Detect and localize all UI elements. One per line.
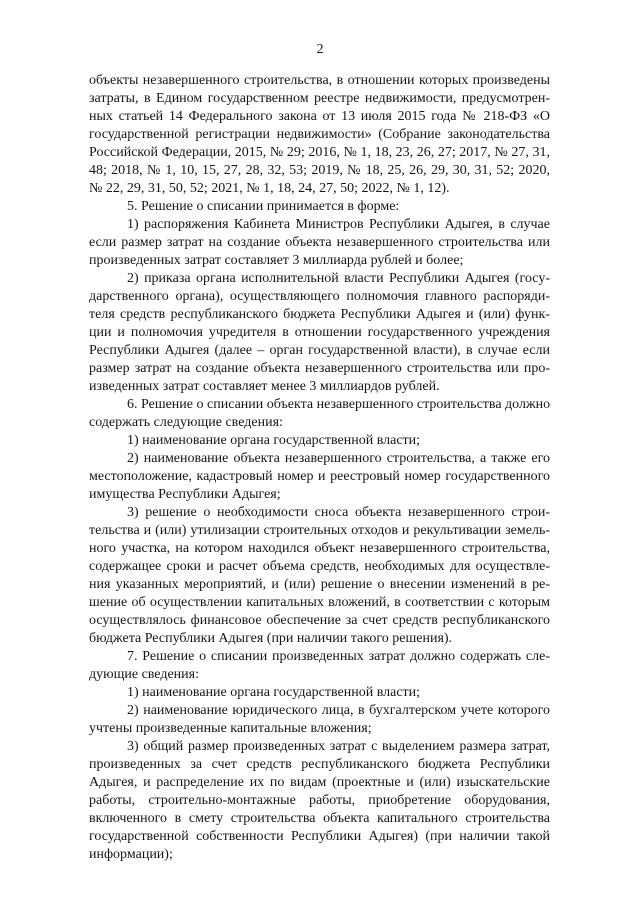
text-line: 7. Решение о списании произведенных затрат должно содержать сле- [127,649,550,664]
paragraph-continued [89,72,550,198]
text-line: имущества Республики Адыгея; [89,487,281,502]
paragraph [89,702,550,738]
text-line: 3) решение о необходимости сноса объекта незавершенного строи- [127,505,550,520]
text-line: дующие сведения: [89,667,199,682]
text-line: местоположение, кадастровый номер и реестровый номер государственного [89,469,550,484]
text-line: размер затрат на создание объекта незавершенного строительства или про- [89,361,550,376]
text-line: Российской Федерации, 2015, № 29; 2016, № 1, 18, 23, 26, 27; 2017, № 27, 31, [89,145,550,160]
document-body [89,72,550,864]
text-line: ных статьей 14 Федерального закона от 13 июля 2015 года № 218-ФЗ «О [89,109,550,124]
text-line: ния указанных мероприятий, и (или) решение о внесении изменений в ре- [89,577,550,592]
text-line: 1) распоряжения Кабинета Министров Республики Адыгея, в случае [127,217,550,232]
text-line: шение об осуществлении капитальных вложений, в соответствии с которым [89,595,550,610]
text-line: ного участка, на котором находился объект незавершенного строительства, [89,541,550,556]
text-line: 2) приказа органа исполнительной власти Республики Адыгея (госу- [127,271,550,286]
paragraph [89,684,550,702]
text-line: произведенных затрат составляет 3 миллиарда рублей и более; [89,253,464,268]
text-line: 6. Решение о списании объекта незавершенного строительства должно [127,397,551,412]
text-line: Республики Адыгея (далее – орган государственной власти), в случае если [89,343,550,358]
text-line: тельства и (или) утилизации строительных отходов и рекультивации земель- [89,523,550,538]
paragraph [89,216,550,270]
text-line: 2) наименование объекта незавершенного строительства, а также его [127,451,550,466]
text-line: осуществлялось финансовое обеспечение за счет средств республиканского [89,613,550,628]
text-line: № 22, 29, 31, 50, 52; 2021, № 1, 18, 24, 27, 50; 2022, № 1, 12). [89,181,450,196]
text-line: содержать следующие сведения: [89,415,283,430]
text-line: дарственного органа), осуществляющего полномочия главного распоряди- [89,289,550,304]
text-line: затраты, в Едином государственном реестре недвижимости, предусмотрен- [89,91,550,106]
paragraph [89,270,550,396]
text-line: государственной регистрации недвижимости» (Собрание законодательства [89,127,550,142]
text-line: 2) наименование юридического лица, в бухгалтерском учете которого [127,703,550,718]
text-line: работы, строительно-монтажные работы, приобретение оборудования, [89,793,550,808]
text-line: если размер затрат на создание объекта незавершенного строительства или [89,235,550,250]
text-line: 48; 2018, № 1, 10, 15, 27, 28, 32, 53; 2019, № 18, 25, 26, 29, 30, 31, 52; 2020, [89,163,550,178]
paragraph [89,432,550,450]
text-line: изведенных затрат составляет менее 3 миллиардов рублей. [89,379,440,394]
paragraph [89,198,550,216]
text-line: Адыгея, и распределение их по видам (проектные и (или) изыскательские [89,775,550,790]
text-line: теля средств республиканского бюджета Республики Адыгея и (или) функ- [89,307,550,322]
text-line: ции и полномочия учредителя в отношении государственного учреждения [89,325,550,340]
paragraph [89,648,550,684]
text-line: объекты незавершенного строительства, в отношении которых произведены [89,73,550,88]
text-line: содержащее сроки и расчет объема средств, необходимых для осуществле- [89,559,550,574]
paragraph [89,738,550,864]
text-line: включенного в смету строительства объекта капитального строительства [89,811,550,826]
text-line: 3) общий размер произведенных затрат с выделением размера затрат, [127,739,550,754]
text-line: произведенных за счет средств республиканского бюджета Республики [89,757,550,772]
text-line: информации); [89,847,173,862]
page-number: 2 [316,42,324,57]
paragraph [89,450,550,504]
paragraph [89,396,550,432]
text-line: государственной собственности Республики Адыгея) (при наличии такой [89,829,550,844]
text-line: учтены произведенные капитальные вложения; [89,721,372,736]
text-line: 1) наименование органа государственной власти; [127,433,421,448]
text-line: 1) наименование органа государственной власти; [127,685,421,700]
text-line: 5. Решение о списании принимается в форме: [127,199,400,214]
paragraph [89,504,550,648]
text-line: бюджета Республики Адыгея (при наличии такого решения). [89,631,453,646]
